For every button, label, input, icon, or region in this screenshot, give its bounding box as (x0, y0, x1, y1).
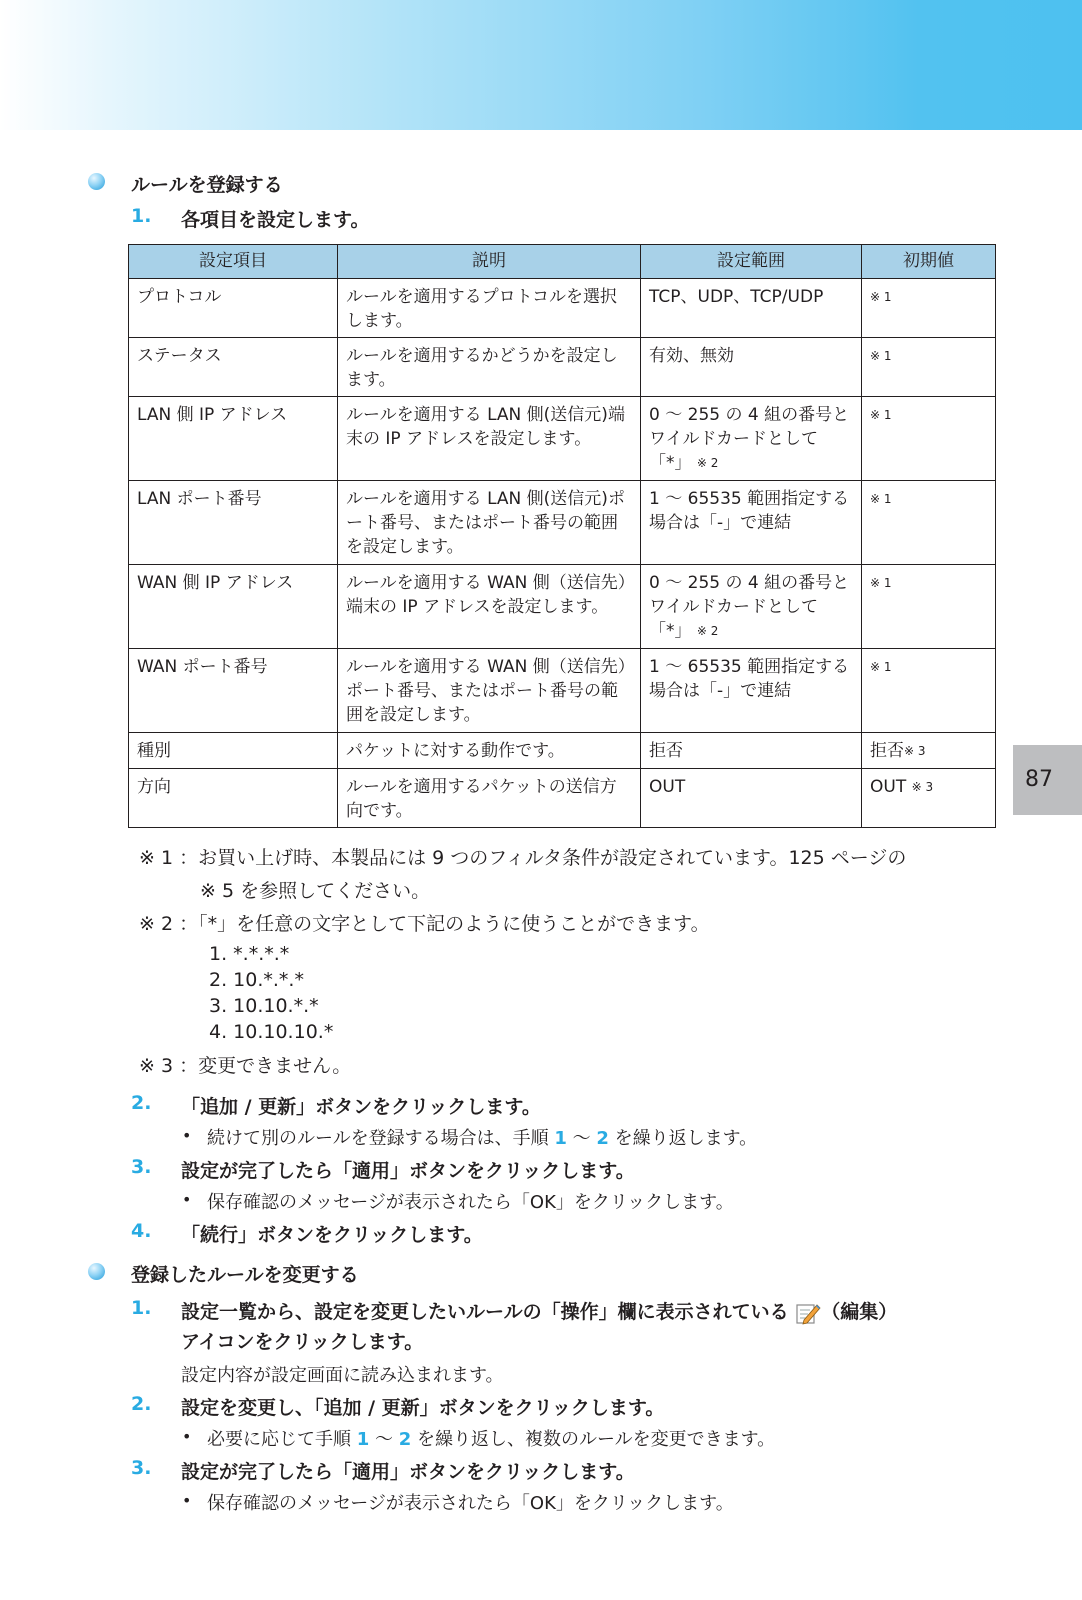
footnote-3: ※ 3 ：変更できません。 (139, 1055, 352, 1077)
table-row (129, 397, 996, 481)
step-number: 3. (131, 1156, 152, 1178)
footnote-ref: ※ 2 (696, 624, 719, 638)
footnote-ref: ※ 1 (870, 408, 892, 422)
description-cell: ルールを適用する WAN 側（送信先）端末の IP アドレスを設定します。 (338, 565, 641, 649)
subtext-part: ～ (566, 1128, 597, 1149)
step-ref-number: 2 (596, 1128, 609, 1149)
item-cell: ステータス (129, 338, 338, 397)
table-row (129, 769, 996, 828)
bullet-dot: • (182, 1190, 192, 1209)
footnote-2: ※ 2 ：「*」を任意の文字として下記のように使うことができます。 (139, 913, 710, 935)
item-cell: LAN ポート番号 (129, 481, 338, 565)
step-text (181, 1297, 897, 1326)
range-text: 0 ～ 255 の 4 組の番号とワイルドカードとして「*」 (649, 405, 850, 473)
step-subtext (207, 1425, 775, 1451)
footnote-ref: ※ 1 (870, 576, 892, 590)
table-header-row (129, 245, 996, 279)
step-text: 設定が完了したら「適用」ボタンをクリックします。 (181, 1461, 635, 1483)
section-bullet-icon (88, 173, 105, 190)
page-number-tab (1013, 745, 1082, 815)
item-cell: WAN ポート番号 (129, 649, 338, 733)
step-ref-number: 2 (398, 1429, 412, 1450)
wildcard-example: 4. 10.10.10.* (209, 1021, 334, 1043)
step-subtext (207, 1124, 757, 1150)
initial-cell (862, 565, 996, 649)
subtext-part: 必要に応じて手順 (207, 1429, 357, 1450)
description-cell: ルールを適用する LAN 側(送信元)ポート番号、またはポート番号の範囲を設定します。 (338, 481, 641, 565)
item-cell: 種別 (129, 733, 338, 769)
settings-table (128, 244, 996, 828)
initial-cell (862, 279, 996, 338)
footnote-ref: ※ 1 (870, 492, 892, 506)
initial-text: 拒否 (870, 741, 904, 761)
range-cell: 1 ～ 65535 範囲指定する場合は「-」で連結 (641, 481, 862, 565)
bullet-dot: • (182, 1427, 192, 1446)
subtext-part: を繰り返し、複数のルールを変更できます。 (411, 1429, 776, 1450)
section-bullet-icon (88, 1263, 105, 1280)
step-number: 2. (131, 1393, 152, 1415)
range-cell: TCP、UDP、TCP/UDP (641, 279, 862, 338)
range-cell (641, 565, 862, 649)
description-cell: ルールを適用するプロトコルを選択します。 (338, 279, 641, 338)
wildcard-example: 3. 10.10.*.* (209, 995, 319, 1017)
initial-cell (862, 769, 996, 828)
edit-icon (795, 1300, 821, 1326)
page-number: 87 (1025, 767, 1053, 792)
range-cell: 1 ～ 65535 範囲指定する場合は「-」で連結 (641, 649, 862, 733)
section-heading-modify: 登録したルールを変更する (131, 1264, 359, 1286)
initial-cell (862, 481, 996, 565)
step-text: 設定を変更し、「追加 / 更新」ボタンをクリックします。 (181, 1397, 665, 1419)
footnote-ref: ※ 1 (870, 349, 892, 363)
section-heading-register: ルールを登録する (131, 174, 283, 196)
range-cell: 有効、無効 (641, 338, 862, 397)
step-number: 4. (131, 1220, 152, 1242)
column-header: 説明 (338, 245, 641, 279)
description-cell: ルールを適用する WAN 側（送信先）ポート番号、またはポート番号の範囲を設定します。 (338, 649, 641, 733)
table-row (129, 481, 996, 565)
range-text: 0 ～ 255 の 4 組の番号とワイルドカードとして「*」 (649, 573, 850, 641)
step-number: 1. (131, 1297, 152, 1319)
step-number: 2. (131, 1092, 152, 1114)
footnote-ref: ※ 1 (870, 290, 892, 304)
description-cell: ルールを適用する LAN 側(送信元)端末の IP アドレスを設定します。 (338, 397, 641, 481)
table-row (129, 338, 996, 397)
subtext-part: ～ (369, 1429, 399, 1450)
footnote-ref: ※ 3 (911, 780, 934, 794)
range-cell (641, 397, 862, 481)
subtext-part: 続けて別のルールを登録する場合は、手順 (207, 1128, 555, 1149)
initial-cell (862, 397, 996, 481)
step-text-part: 設定一覧から、設定を変更したいルールの「操作」欄に表示されている (181, 1301, 789, 1323)
column-header: 設定項目 (129, 245, 338, 279)
footnote-ref: ※ 2 (696, 456, 719, 470)
table-row (129, 279, 996, 338)
table-row (129, 565, 996, 649)
step-number: 1. (131, 205, 152, 227)
step-ref-number: 1 (554, 1128, 567, 1149)
range-cell: 拒否 (641, 733, 862, 769)
step-ref-number: 1 (356, 1429, 370, 1450)
bullet-dot: • (182, 1126, 192, 1145)
wildcard-example: 1. *.*.*.* (209, 943, 290, 965)
bullet-dot: • (182, 1491, 192, 1510)
step-text: 設定が完了したら「適用」ボタンをクリックします。 (181, 1160, 635, 1182)
footnote-ref: ※ 3 (904, 744, 926, 758)
footnote-1: ※ 1 ：お買い上げ時、本製品には 9 つのフィルタ条件が設定されています。125 ページの (139, 847, 907, 869)
step-text: 「追加 / 更新」ボタンをクリックします。 (181, 1096, 541, 1118)
top-banner (0, 0, 1082, 130)
step-text-part: （編集） (821, 1301, 898, 1323)
column-header: 初期値 (862, 245, 996, 279)
footnote-1-continued: ※ 5 を参照してください。 (200, 880, 431, 902)
description-cell: パケットに対する動作です。 (338, 733, 641, 769)
column-header: 設定範囲 (641, 245, 862, 279)
table-row (129, 733, 996, 769)
range-cell: OUT (641, 769, 862, 828)
step-subtext: 保存確認のメッセージが表示されたら「OK」をクリックします。 (207, 1493, 734, 1514)
initial-cell (862, 733, 996, 769)
subtext-part: を繰り返します。 (608, 1128, 758, 1149)
footnote-ref: ※ 1 (870, 660, 892, 674)
step-subtext: 保存確認のメッセージが表示されたら「OK」をクリックします。 (207, 1192, 734, 1213)
description-cell: ルールを適用するかどうかを設定します。 (338, 338, 641, 397)
item-cell: WAN 側 IP アドレス (129, 565, 338, 649)
item-cell: LAN 側 IP アドレス (129, 397, 338, 481)
step-number: 3. (131, 1457, 152, 1479)
initial-cell (862, 338, 996, 397)
step-text: 各項目を設定します。 (181, 209, 370, 231)
item-cell: 方向 (129, 769, 338, 828)
wildcard-example: 2. 10.*.*.* (209, 969, 304, 991)
initial-text: OUT (870, 777, 907, 797)
step-text-line2: アイコンをクリックします。 (181, 1331, 424, 1353)
step-subtext: 設定内容が設定画面に読み込まれます。 (181, 1365, 504, 1386)
item-cell: プロトコル (129, 279, 338, 338)
description-cell: ルールを適用するパケットの送信方向です。 (338, 769, 641, 828)
initial-cell (862, 649, 996, 733)
table-row (129, 649, 996, 733)
step-text: 「続行」ボタンをクリックします。 (181, 1224, 483, 1246)
